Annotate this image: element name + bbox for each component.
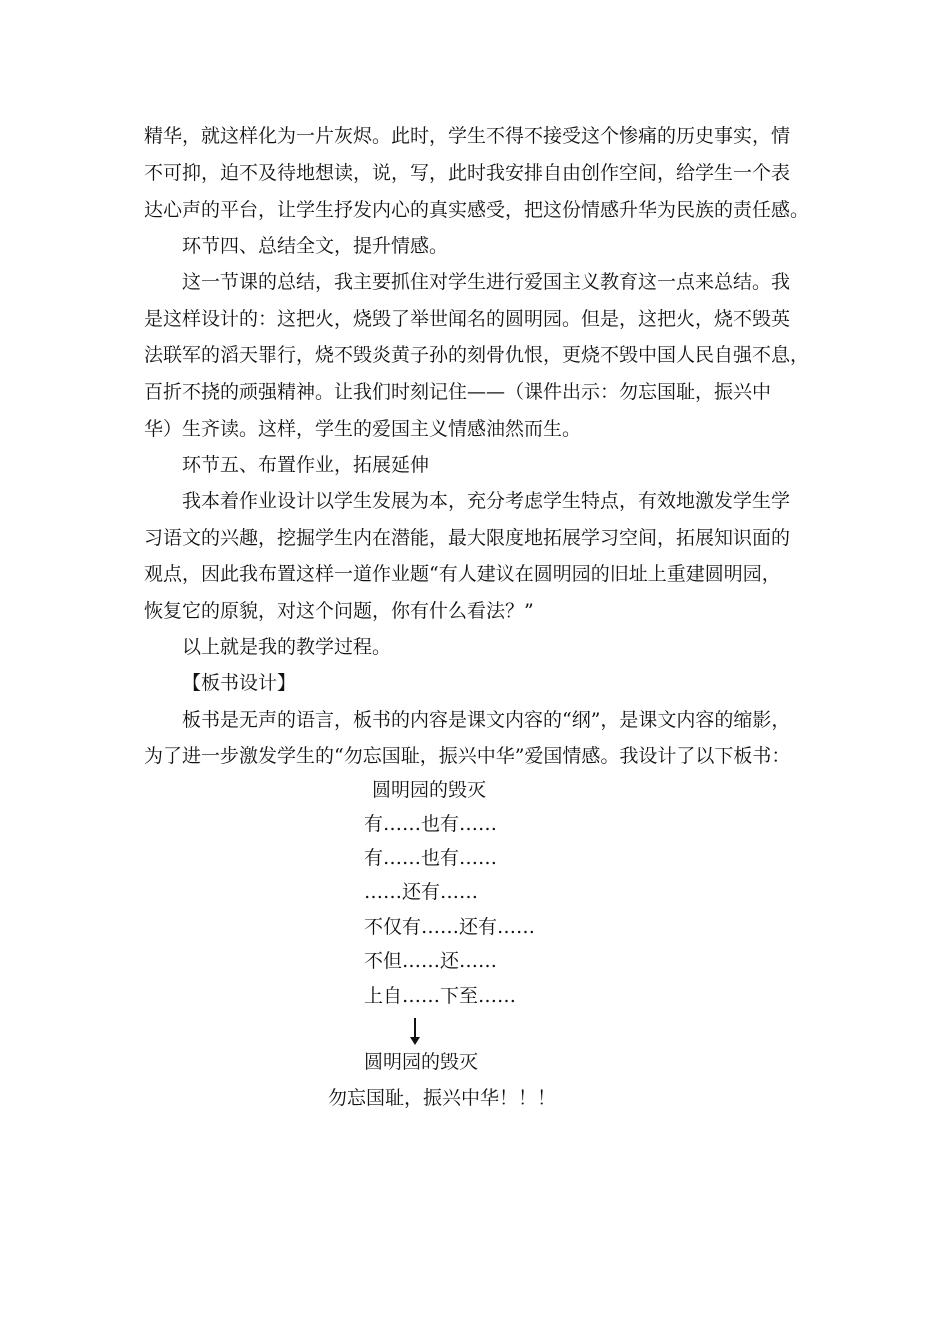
section-heading: 环节五、布置作业，拓展延伸 — [182, 454, 430, 476]
paragraph-line: 这一节课的总结，我主要抓住对学生进行爱国主义教育这一点来总结。我 — [182, 271, 791, 293]
paragraph-line: 是这样设计的：这把火，烧毁了举世闻名的圆明园。但是，这把火，烧不毁英 — [144, 308, 791, 330]
board-bottom-title: 圆明园的毁灭 — [364, 1051, 479, 1073]
paragraph-line: 不可抑，迫不及待地想读，说，写，此时我安排自由创作空间，给学生一个表 — [144, 162, 791, 184]
board-row: 有……也有…… — [364, 813, 498, 835]
down-arrow-icon — [407, 1018, 423, 1046]
paragraph-line: 观点，因此我布置这样一道作业题“有人建议在圆明园的旧址上重建圆明园， — [144, 563, 781, 585]
paragraph-line: 精华，就这样化为一片灰烬。此时，学生不得不接受这个惨痛的历史事实，情 — [144, 125, 791, 147]
paragraph-line: 为了进一步激发学生的“勿忘国耻，振兴中华”爱国情感。我设计了以下板书： — [144, 745, 791, 767]
board-row: 有……也有…… — [364, 847, 498, 869]
paragraph-line: 习语文的兴趣，挖掘学生内在潜能，最大限度地拓展学习空间，拓展知识面的 — [144, 527, 791, 549]
board-row: 不仅有……还有…… — [364, 916, 536, 938]
board-row: 不但……还…… — [364, 950, 498, 972]
paragraph-line: 百折不挠的顽强精神。让我们时刻记住——（课件出示：勿忘国耻，振兴中 — [144, 381, 772, 403]
paragraph-line: 以上就是我的教学过程。 — [182, 636, 392, 658]
paragraph-line: 达心声的平台，让学生抒发内心的真实感受，把这份情感升华为民族的责任感。 — [144, 199, 810, 221]
paragraph-line: 恢复它的原貌，对这个问题，你有什么看法？” — [144, 600, 534, 622]
paragraph-line: 华）生齐读。这样，学生的爱国主义情感油然而生。 — [144, 418, 582, 440]
section-heading: 环节四、总结全文，提升情感。 — [182, 235, 449, 257]
section-heading: 【板书设计】 — [182, 672, 297, 694]
paragraph-line: 法联军的滔天罪行，烧不毁炎黄子孙的刻骨仇恨，更烧不毁中国人民自强不息， — [144, 344, 810, 366]
board-row: 上自……下至…… — [364, 985, 517, 1007]
board-title: 圆明园的毁灭 — [372, 779, 487, 801]
board-row: ……还有…… — [364, 881, 479, 903]
paragraph-line: 我本着作业设计以学生发展为本，充分考虑学生特点，有效地激发学生学 — [182, 490, 791, 512]
board-slogan: 勿忘国耻，振兴中华！！！ — [328, 1087, 557, 1109]
paragraph-line: 板书是无声的语言，板书的内容是课文内容的“纲”，是课文内容的缩影， — [182, 709, 791, 731]
